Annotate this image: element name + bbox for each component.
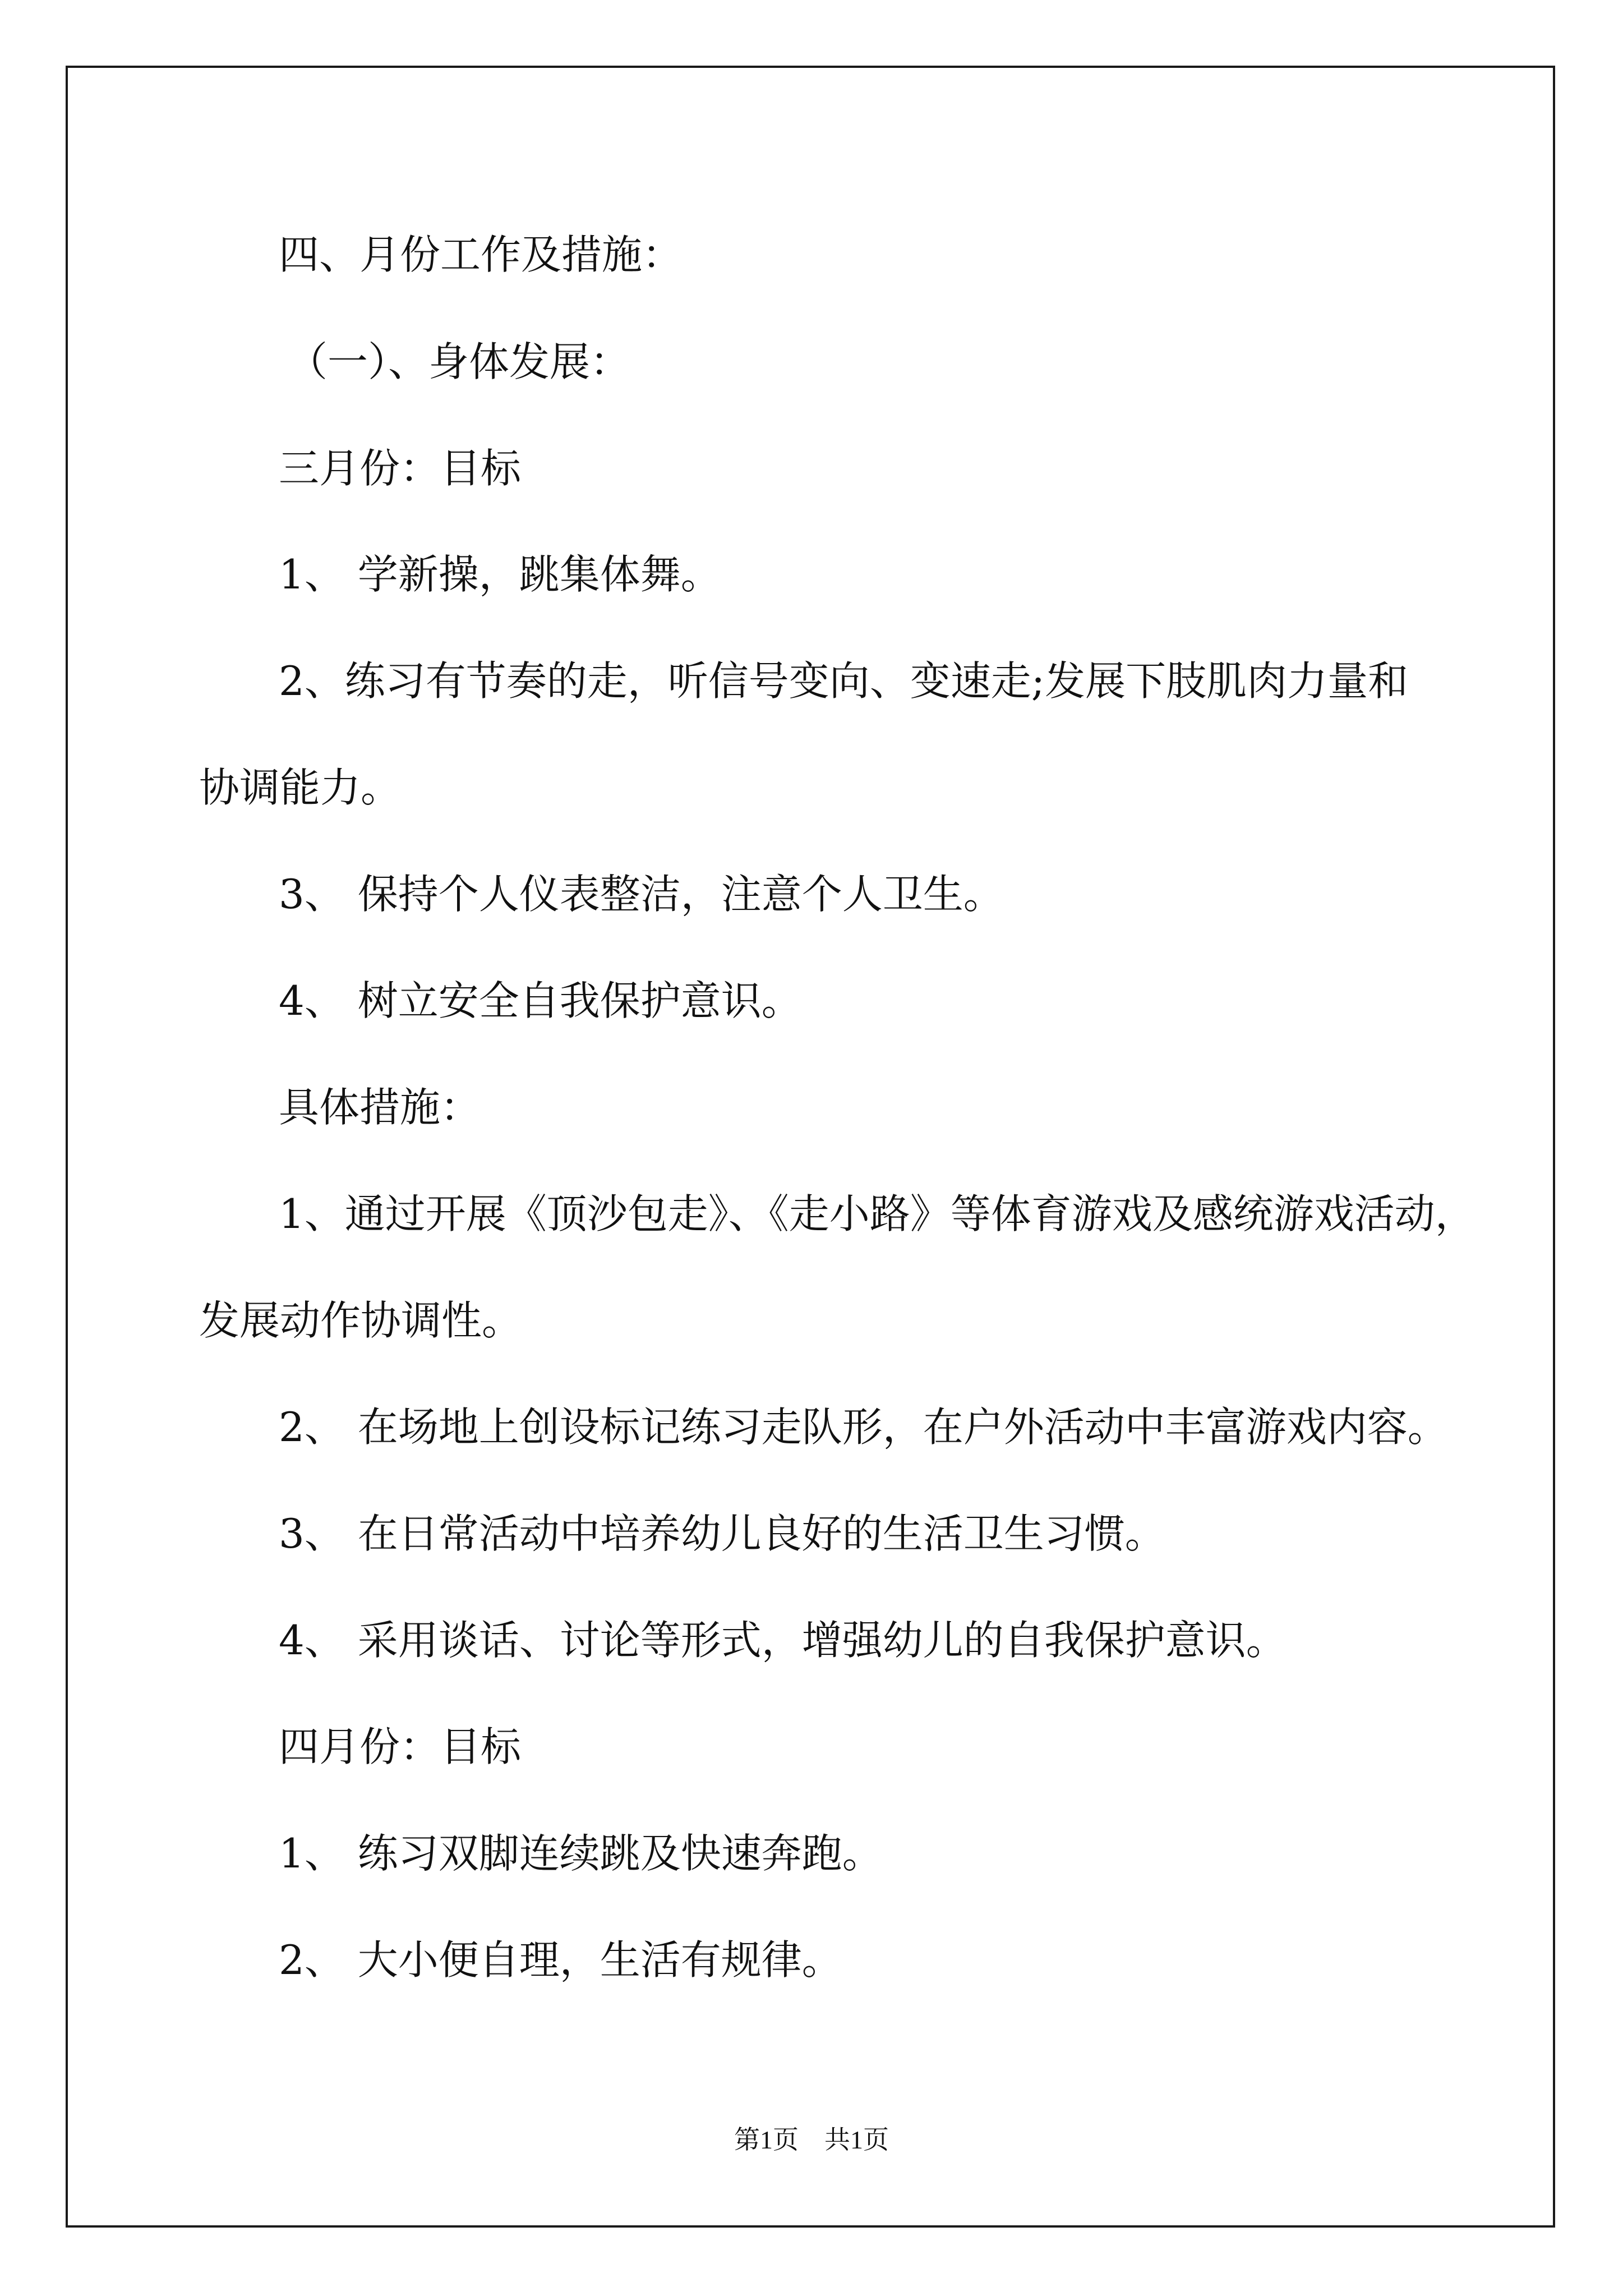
measure-item: 4、 采用谈话、讨论等形式，增强幼儿的自我保护意识。 xyxy=(279,1617,1287,1664)
goal-item: 1、 练习双脚连续跳及快速奔跑。 xyxy=(279,1830,883,1877)
goal-item: 2、 大小便自理，生活有规律。 xyxy=(279,1936,842,1984)
goal-item: 1、 学新操，跳集体舞。 xyxy=(279,551,721,598)
page-number-footer: 第1页 共1页 xyxy=(734,2125,889,2154)
goal-item: 2、练习有节奏的走，听信号变向、变速走;发展下肢肌肉力量和 xyxy=(279,657,1409,705)
measure-item: 1、通过开展《顶沙包走》、《走小路》等体育游戏及感统游戏活动， xyxy=(279,1190,1476,1237)
goal-item-continuation: 协调能力。 xyxy=(199,764,402,811)
section-heading: 四、月份工作及措施： xyxy=(279,231,683,278)
measure-item: 2、 在场地上创设标记练习走队形，在户外活动中丰富游戏内容。 xyxy=(279,1404,1448,1451)
goal-item: 3、 保持个人仪表整洁，注意个人卫生。 xyxy=(279,871,1004,918)
subsection-heading: （一）、身体发展： xyxy=(287,338,631,385)
goal-item: 4、 树立安全自我保护意识。 xyxy=(279,977,802,1024)
measures-heading: 具体措施： xyxy=(279,1084,481,1131)
month-goal-heading: 四月份：目标 xyxy=(279,1723,522,1770)
month-goal-heading: 三月份：目标 xyxy=(279,445,522,492)
measure-item-continuation: 发展动作协调性。 xyxy=(199,1297,523,1344)
page-border xyxy=(66,66,1555,2228)
measure-item: 3、 在日常活动中培养幼儿良好的生活卫生习惯。 xyxy=(279,1510,1165,1557)
